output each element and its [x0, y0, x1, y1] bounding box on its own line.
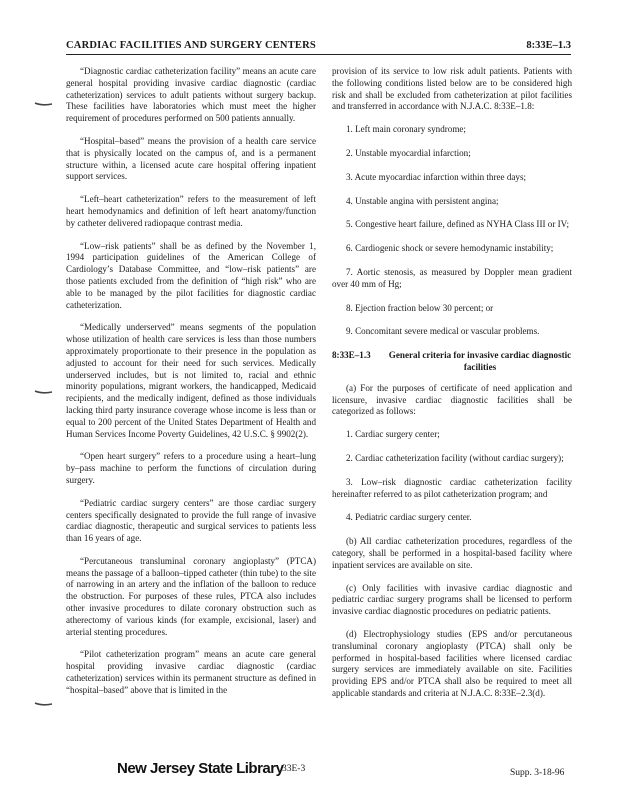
- definition-paragraph: “Hospital–based” means the provision of a health care service that is physically located on the campus of, and is a permanent structure within, a licensed acute care hospital offering inpatient support services.: [66, 135, 316, 182]
- margin-mark-icon: [34, 700, 54, 708]
- rule-title: General criteria for invasive cardiac diagnostic facilities: [388, 350, 572, 372]
- condition-item: 4. Unstable angina with persistent angina;: [346, 195, 499, 206]
- condition-item: 5. Congestive heart failure, defined as NYHA Class III or IV;: [346, 219, 570, 230]
- definition-paragraph: “Percutaneous transluminal coronary angioplasty” (PTCA) means the passage of a balloon–tipped catheter (thin tube) to the site of narrowing in an artery and the inflation of the balloon to reduce the obstruction. For purposes of these rules, PTCA also includes other invasive procedures to dilate coronary obstruction such as atherectomy of various kinds (for example, excisional, laser) and arterial stenting procedures.: [66, 555, 316, 637]
- header-section-number: 8:33E–1.3: [526, 40, 571, 51]
- condition-item: 6. Cardiogenic shock or severe hemodynamic instability;: [346, 243, 554, 254]
- condition-item: 7. Aortic stenosis, as measured by Doppler mean gradient over 40 mm of Hg;: [332, 266, 572, 289]
- category-item: 4. Pediatric cardiac surgery center.: [346, 512, 472, 523]
- rule-number: 8:33E–1.3: [332, 350, 371, 361]
- subsection-a: (a) For the purposes of certificate of need application and licensure, invasive cardiac diagnostic facilities shall be categorized as follows:: [332, 382, 572, 417]
- definition-paragraph: “Open heart surgery” refers to a procedure using a heart–lung by–pass machine to perform the functions of circulation during surgery.: [66, 451, 316, 485]
- subsection-b: (b) All cardiac catheterization procedures, regardless of the category, shall be performed in a hospital-based facility where inpatient services are available on site.: [332, 536, 572, 570]
- definition-paragraph: “Left–heart catheterization” refers to the measurement of left heart hemodynamics and definition of left heart anatomy/function by catheter delivered radiopaque contrast media.: [66, 194, 316, 228]
- category-item: 2. Cardiac catheterization facility (without cardiac surgery);: [346, 452, 564, 463]
- category-item: 1. Cardiac surgery center;: [346, 429, 440, 440]
- running-header: [66, 38, 571, 55]
- right-column: [332, 66, 572, 711]
- definition-paragraph: “Low–risk patients” shall be as defined by the November 1, 1994 participation guidelines of the American College of Cardiology’s Database Committee, and “low–risk patients” are those patients excluded from the definition of “high risk” who are able to be managed by the pilot facilities for diagnostic cardiac catheterization.: [66, 240, 316, 310]
- condition-item: 2. Unstable myocardial infarction;: [346, 147, 471, 158]
- margin-mark-icon: [34, 100, 54, 108]
- definition-paragraph: “Pilot catheterization program” means an acute care general hospital providing invasive cardiac diagnostic (cardiac catheterization) services within its permanent structure as defined in “hospital–based” above that is limited in the: [66, 649, 316, 695]
- condition-item: 8. Ejection fraction below 30 percent; or: [346, 302, 494, 313]
- subsection-d: (d) Electrophysiology studies (EPS and/or percutaneous transluminal coronary angioplasty (PTCA) shall only be performed in hospital-based facilities where licensed cardiac surgery services are immediately available on site. Facilities providing EPS and/or PTCA shall also be required to meet all applicable standards and criteria at N.J.A.C. 8:33E–2.3(d).: [332, 628, 572, 698]
- condition-item: 3. Acute myocardiac infarction within three days;: [346, 171, 527, 182]
- definition-paragraph: “Medically underserved” means segments of the population whose utilization of health care services is less than those numbers approximately proportionate to their presence in the population as adjusted to account for their need for such services. Medically underserved includes, but is not limited to, racial and ethnic minority populations, migrant workers, the handicapped, Medicaid recipients, and the medically indigent, defined as those individuals lacking third party insurance coverage whose income is less than or equal to 200 percent of the United States Department of Health and Human Services Income Poverty Guidelines, 42 U.S.C. § 9902(2).: [66, 322, 316, 439]
- library-stamp: New Jersey State Library: [117, 760, 284, 777]
- condition-item: 9. Concomitant severe medical or vascular problems.: [346, 326, 540, 337]
- page-number: 33E-3: [282, 764, 306, 774]
- header-title: CARDIAC FACILITIES AND SURGERY CENTERS: [66, 40, 316, 51]
- page-footer: [0, 760, 618, 784]
- left-column: [66, 66, 316, 708]
- margin-mark-icon: [34, 388, 54, 396]
- supplement-date: Supp. 3-18-96: [510, 768, 565, 778]
- definition-paragraph: “Pediatric cardiac surgery centers” are those cardiac surgery centers specifically designated to provide the full range of invasive cardiac diagnostic, therapeutic and surgical services to patients less than 16 years of age.: [66, 497, 316, 544]
- category-item: 3. Low–risk diagnostic cardiac catheterization facility hereinafter referred to as pilot catheterization program; and: [332, 476, 572, 499]
- rule-heading: [332, 350, 572, 374]
- condition-item: 1. Left main coronary syndrome;: [346, 124, 466, 135]
- definition-paragraph: “Diagnostic cardiac catheterization facility” means an acute care general hospital providing invasive cardiac diagnostic (cardiac catheterization) services to adult patients without surgery backup. These facilities have laboratories which must meet the higher requirement of procedures performed on 500 patients annually.: [66, 66, 316, 124]
- continuation-paragraph: provision of its service to low risk adult patients. Patients with the following conditions listed below are to be considered high risk and shall be excluded from catheterization at pilot facilities and transferred in accordance with N.J.A.C. 8:33E–1.8:: [332, 66, 572, 112]
- subsection-c: (c) Only facilities with invasive cardiac diagnostic and pediatric cardiac surgery programs shall be licensed to perform invasive cardiac diagnostic procedures on pediatric patients.: [332, 582, 572, 617]
